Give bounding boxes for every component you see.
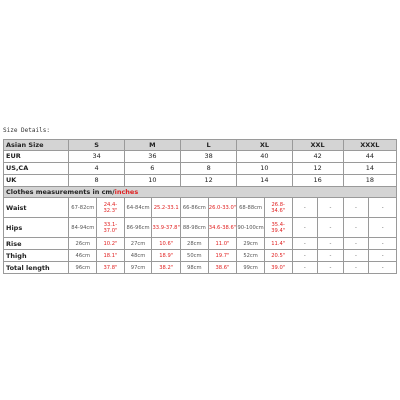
cell-inch: 37.8" <box>97 262 125 274</box>
row-label: Thigh <box>4 250 69 262</box>
cell-cm: 88-98cm <box>181 218 209 238</box>
cell-empty: - <box>343 198 369 218</box>
cell-cm: 99cm <box>237 262 265 274</box>
cell-empty: - <box>292 250 318 262</box>
cell-empty: - <box>343 250 369 262</box>
cell-inch: 19.7" <box>208 250 237 262</box>
cell-empty: - <box>292 218 318 238</box>
row-label: Total length <box>4 262 69 274</box>
cell-cm: 28cm <box>181 238 209 250</box>
cell-cm: 86-96cm <box>124 218 152 238</box>
cell-inch: 26.0-33.0" <box>208 198 237 218</box>
cell-cm: 68-88cm <box>237 198 265 218</box>
cell-empty: - <box>318 198 344 218</box>
cell-inch: 33.9-37.8" <box>152 218 181 238</box>
cell: 18 <box>343 175 396 187</box>
cell-inch: 18.9" <box>152 250 181 262</box>
cell-cm: 97cm <box>124 262 152 274</box>
size-s: S <box>69 140 124 151</box>
cell-inch: 10.2" <box>97 238 125 250</box>
cell-inch: 35.4-39.4" <box>264 218 292 238</box>
row-waist <box>4 198 397 218</box>
cell: 12 <box>292 163 343 175</box>
row-eur <box>4 151 397 163</box>
cell-cm: 66-86cm <box>181 198 209 218</box>
cell-empty: - <box>292 198 318 218</box>
cell-cm: 48cm <box>124 250 152 262</box>
cell-inch: 11.4" <box>264 238 292 250</box>
cell: 40 <box>237 151 292 163</box>
size-chart-table <box>3 139 397 274</box>
cell-cm: 90-100cm <box>237 218 265 238</box>
cell-empty: - <box>318 250 344 262</box>
cell: 4 <box>69 163 124 175</box>
cell-cm: 64-84cm <box>124 198 152 218</box>
row-label: Hips <box>4 218 69 238</box>
cell-inch: 18.1" <box>97 250 125 262</box>
section-title-cm: Clothes measurements in cm/ <box>6 187 115 196</box>
cell-cm: 50cm <box>181 250 209 262</box>
cell-empty: - <box>318 218 344 238</box>
cell: 10 <box>124 175 180 187</box>
cell: 8 <box>181 163 237 175</box>
row-label: UK <box>4 175 69 187</box>
cell-empty: - <box>292 238 318 250</box>
cell: 12 <box>181 175 237 187</box>
cell: 16 <box>292 175 343 187</box>
cell-empty: - <box>343 218 369 238</box>
cell-empty: - <box>292 262 318 274</box>
size-xl: XL <box>237 140 292 151</box>
cell: 8 <box>69 175 124 187</box>
section-header-row <box>4 187 397 198</box>
cell-cm: 29cm <box>237 238 265 250</box>
cell-empty: - <box>369 262 397 274</box>
cell-inch: 10.6" <box>152 238 181 250</box>
header-label: Asian Size <box>4 140 69 151</box>
section-title-inches: inches <box>114 187 139 196</box>
cell: 10 <box>237 163 292 175</box>
cell-inch: 11.0" <box>208 238 237 250</box>
cell-empty: - <box>369 238 397 250</box>
cell-cm: 27cm <box>124 238 152 250</box>
cell-cm: 46cm <box>69 250 97 262</box>
cell-empty: - <box>318 238 344 250</box>
size-header-row <box>4 140 397 151</box>
row-label: US,CA <box>4 163 69 175</box>
cell-empty: - <box>343 262 369 274</box>
section-title <box>4 187 397 198</box>
cell: 36 <box>124 151 180 163</box>
cell-inch: 24.4-32.3" <box>97 198 125 218</box>
cell-inch: 20.5" <box>264 250 292 262</box>
row-label: EUR <box>4 151 69 163</box>
cell-inch: 25.2-33.1 <box>152 198 181 218</box>
cell-cm: 26cm <box>69 238 97 250</box>
cell: 14 <box>237 175 292 187</box>
cell-cm: 52cm <box>237 250 265 262</box>
row-thigh <box>4 250 397 262</box>
cell: 6 <box>124 163 180 175</box>
size-xxl: XXL <box>292 140 343 151</box>
cell-cm: 98cm <box>181 262 209 274</box>
cell-cm: 84-94cm <box>69 218 97 238</box>
cell: 38 <box>181 151 237 163</box>
size-l: L <box>181 140 237 151</box>
cell-inch: 38.6" <box>208 262 237 274</box>
cell-cm: 67-82cm <box>69 198 97 218</box>
cell-inch: 26.8-34.6" <box>264 198 292 218</box>
cell-empty: - <box>369 250 397 262</box>
cell-inch: 39.0" <box>264 262 292 274</box>
cell-empty: - <box>369 198 397 218</box>
row-label: Waist <box>4 198 69 218</box>
cell: 44 <box>343 151 396 163</box>
cell: 14 <box>343 163 396 175</box>
size-m: M <box>124 140 180 151</box>
cell-inch: 34.6-38.6" <box>208 218 237 238</box>
row-uk <box>4 175 397 187</box>
caption-size-details: Size Details: <box>3 127 50 134</box>
cell-inch: 33.1-37.0" <box>97 218 125 238</box>
cell-cm: 96cm <box>69 262 97 274</box>
row-total-length <box>4 262 397 274</box>
cell-empty: - <box>369 218 397 238</box>
cell-empty: - <box>318 262 344 274</box>
row-label: Rise <box>4 238 69 250</box>
cell: 34 <box>69 151 124 163</box>
cell-empty: - <box>343 238 369 250</box>
size-xxxl: XXXL <box>343 140 396 151</box>
row-us-ca <box>4 163 397 175</box>
cell: 42 <box>292 151 343 163</box>
row-rise <box>4 238 397 250</box>
cell-inch: 38.2" <box>152 262 181 274</box>
row-hips <box>4 218 397 238</box>
